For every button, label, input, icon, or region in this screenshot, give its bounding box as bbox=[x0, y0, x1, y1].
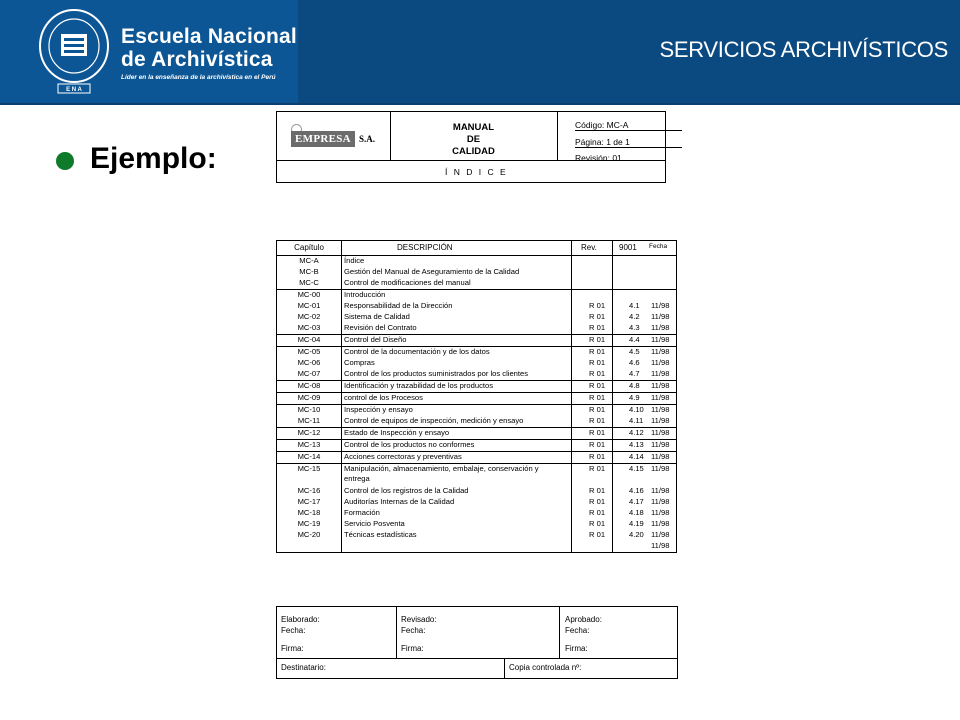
row-rev: R 01 bbox=[589, 312, 606, 321]
row-rev: R 01 bbox=[589, 440, 606, 449]
row-rev: R 01 bbox=[589, 301, 606, 310]
logo-company-name: EMPRESA bbox=[295, 133, 351, 145]
row-chapter: MC-14 bbox=[297, 452, 321, 461]
row-rev: R 01 bbox=[589, 428, 606, 437]
index-label: Í N D I C E bbox=[445, 167, 508, 177]
approved-label: Aprobado: bbox=[565, 615, 602, 624]
header-banner bbox=[0, 0, 960, 103]
table-row bbox=[277, 301, 676, 312]
row-chapter: MC-11 bbox=[297, 416, 321, 425]
row-chapter: MC-10 bbox=[297, 405, 321, 414]
row-date: 11/98 bbox=[651, 369, 670, 378]
row-rev: R 01 bbox=[589, 381, 606, 390]
row-iso: 4.13 bbox=[629, 440, 644, 449]
row-chapter: MC-18 bbox=[297, 508, 321, 517]
row-date: 11/98 bbox=[651, 323, 670, 332]
row-rev: R 01 bbox=[589, 323, 606, 332]
row-description: Gestión del Manual de Aseguramiento de la Calidad bbox=[344, 267, 520, 276]
row-date: 11/98 bbox=[651, 497, 670, 506]
row-date: 11/98 bbox=[651, 464, 670, 473]
table-row bbox=[277, 486, 676, 497]
sig-divider bbox=[277, 658, 677, 659]
row-description: Control de los productos no conformes bbox=[344, 440, 475, 449]
row-chapter: MC-15 bbox=[297, 464, 321, 473]
row-date: 11/98 bbox=[651, 452, 670, 461]
table-row bbox=[277, 530, 676, 541]
row-chapter: MC-06 bbox=[297, 358, 321, 367]
section-title: SERVICIOS ARCHIVÍSTICOS bbox=[659, 37, 948, 62]
document-revision: Revisión: 01 bbox=[575, 153, 622, 160]
row-date: 11/98 bbox=[651, 440, 670, 449]
table-row bbox=[277, 497, 676, 508]
header-iso: 9001 bbox=[619, 243, 637, 252]
row-description: Técnicas estadísticas bbox=[344, 530, 417, 539]
sig-divider bbox=[559, 607, 560, 658]
row-iso: 4.1 bbox=[629, 301, 640, 310]
table-row bbox=[277, 452, 676, 464]
row-chapter: MC-C bbox=[299, 278, 319, 287]
row-chapter: MC-B bbox=[299, 267, 319, 276]
row-description: Control de equipos de inspección, medición y ensayo bbox=[344, 416, 524, 425]
header-date: Fecha bbox=[649, 243, 668, 250]
table-row bbox=[277, 267, 676, 278]
row-chapter: MC-A bbox=[299, 256, 319, 265]
row-rev: R 01 bbox=[589, 519, 606, 528]
row-date: 11/98 bbox=[651, 335, 670, 344]
row-iso: 4.3 bbox=[629, 323, 640, 332]
row-iso: 4.17 bbox=[629, 497, 644, 506]
reviewed-label: Revisado: bbox=[401, 615, 437, 624]
row-iso: 4.14 bbox=[629, 452, 644, 461]
table-row bbox=[277, 464, 676, 486]
header-divider bbox=[277, 160, 665, 161]
manual-title-line-3: CALIDAD bbox=[452, 146, 495, 157]
table-row bbox=[277, 369, 676, 381]
row-date: 11/98 bbox=[651, 347, 670, 356]
svg-text:E N A: E N A bbox=[66, 87, 82, 93]
brand-line-2: de Archivística bbox=[121, 48, 273, 71]
code-divider bbox=[575, 130, 682, 131]
row-iso: 4.6 bbox=[629, 358, 640, 367]
index-table bbox=[276, 240, 677, 553]
row-description: Formación bbox=[344, 508, 380, 517]
recipient-label: Destinatario: bbox=[281, 663, 326, 672]
row-rev: R 01 bbox=[589, 369, 606, 378]
header-description: DESCRIPCIÓN bbox=[397, 243, 453, 252]
controlled-copy-label: Copia controlada nº: bbox=[509, 663, 582, 672]
document-codes bbox=[559, 112, 666, 160]
row-description: Manipulación, almacenamiento, embalaje, conservación y entrega bbox=[344, 464, 539, 483]
table-row bbox=[277, 405, 676, 416]
row-date: 11/98 bbox=[651, 301, 670, 310]
bullet-icon bbox=[56, 152, 74, 170]
row-description: Estado de Inspección y ensayo bbox=[344, 428, 450, 437]
prepared-date-label: Fecha: bbox=[281, 626, 306, 635]
table-row bbox=[277, 312, 676, 323]
row-date: 11/98 bbox=[651, 541, 670, 550]
row-iso: 4.20 bbox=[629, 530, 644, 539]
row-iso: 4.5 bbox=[629, 347, 640, 356]
row-rev: R 01 bbox=[589, 464, 606, 473]
row-iso: 4.10 bbox=[629, 405, 644, 414]
prepared-label: Elaborado: bbox=[281, 615, 320, 624]
table-row bbox=[277, 381, 676, 393]
row-date: 11/98 bbox=[651, 508, 670, 517]
manual-title-line-1: MANUAL bbox=[452, 122, 495, 133]
row-description: Control de los registros de la Calidad bbox=[344, 486, 469, 495]
row-date: 11/98 bbox=[651, 393, 670, 402]
row-iso: 4.18 bbox=[629, 508, 644, 517]
table-row bbox=[277, 290, 676, 301]
row-iso: 4.12 bbox=[629, 428, 644, 437]
row-chapter: MC-12 bbox=[297, 428, 321, 437]
table-row bbox=[277, 347, 676, 358]
table-header bbox=[277, 241, 676, 256]
row-description: Control de los productos suministrados por los clientes bbox=[344, 369, 529, 378]
row-iso: 4.7 bbox=[629, 369, 640, 378]
row-rev: R 01 bbox=[589, 335, 606, 344]
row-description: Control de la documentación y de los datos bbox=[344, 347, 490, 356]
row-description: Índice bbox=[344, 256, 365, 265]
manual-title bbox=[390, 112, 558, 160]
table-body bbox=[277, 256, 676, 552]
row-date: 11/98 bbox=[651, 530, 670, 539]
row-description: Responsabilidad de la Dirección bbox=[344, 301, 453, 310]
row-description: Sistema de Calidad bbox=[344, 312, 410, 321]
approved-signature-label: Firma: bbox=[565, 644, 588, 653]
row-chapter: MC-01 bbox=[297, 301, 321, 310]
row-description: Auditorías Internas de la Calidad bbox=[344, 497, 455, 506]
reviewed-signature-label: Firma: bbox=[401, 644, 424, 653]
logo-suffix: S.A. bbox=[359, 134, 376, 144]
row-date: 11/98 bbox=[651, 312, 670, 321]
sig-divider bbox=[504, 658, 505, 679]
row-rev: R 01 bbox=[589, 530, 606, 539]
row-description: Revisión del Contrato bbox=[344, 323, 417, 332]
row-rev: R 01 bbox=[589, 416, 606, 425]
table-row bbox=[277, 358, 676, 369]
row-rev: R 01 bbox=[589, 358, 606, 367]
row-description: Control de modificaciones del manual bbox=[344, 278, 471, 287]
row-iso: 4.11 bbox=[629, 416, 644, 425]
table-row bbox=[277, 519, 676, 530]
row-rev: R 01 bbox=[589, 393, 606, 402]
row-description: Control del Diseño bbox=[344, 335, 407, 344]
row-date: 11/98 bbox=[651, 519, 670, 528]
row-iso: 4.19 bbox=[629, 519, 644, 528]
row-chapter: MC-03 bbox=[297, 323, 321, 332]
row-rev: R 01 bbox=[589, 486, 606, 495]
row-chapter: MC-16 bbox=[297, 486, 321, 495]
row-date: 11/98 bbox=[651, 428, 670, 437]
row-iso: 4.2 bbox=[629, 312, 640, 321]
row-chapter: MC-13 bbox=[297, 440, 321, 449]
prepared-signature-label: Firma: bbox=[281, 644, 304, 653]
row-chapter: MC-07 bbox=[297, 369, 321, 378]
row-date: 11/98 bbox=[651, 405, 670, 414]
row-description: Acciones correctoras y preventivas bbox=[344, 452, 462, 461]
row-chapter: MC-09 bbox=[297, 393, 321, 402]
row-date: 11/98 bbox=[651, 486, 670, 495]
sig-divider bbox=[396, 607, 397, 658]
table-row bbox=[277, 335, 676, 347]
header-chapter: Capítulo bbox=[294, 243, 324, 252]
table-row bbox=[277, 508, 676, 519]
table-row bbox=[277, 416, 676, 428]
row-chapter: MC-00 bbox=[297, 290, 321, 299]
row-date: 11/98 bbox=[651, 381, 670, 390]
row-description: Inspección y ensayo bbox=[344, 405, 413, 414]
header-rev: Rev. bbox=[581, 243, 597, 252]
row-iso: 4.9 bbox=[629, 393, 640, 402]
row-chapter: MC-05 bbox=[297, 347, 321, 356]
row-chapter: MC-20 bbox=[297, 530, 321, 539]
table-row bbox=[277, 278, 676, 290]
row-description: Introducción bbox=[344, 290, 386, 299]
row-rev: R 01 bbox=[589, 497, 606, 506]
row-chapter: MC-17 bbox=[297, 497, 321, 506]
table-row bbox=[277, 256, 676, 267]
row-rev: R 01 bbox=[589, 347, 606, 356]
row-iso: 4.4 bbox=[629, 335, 640, 344]
reviewed-date-label: Fecha: bbox=[401, 626, 426, 635]
row-rev: R 01 bbox=[589, 405, 606, 414]
banner-divider bbox=[0, 103, 960, 105]
document-code: Código: MC-A bbox=[575, 120, 629, 130]
page-divider bbox=[575, 147, 682, 148]
row-chapter: MC-04 bbox=[297, 335, 321, 344]
row-chapter: MC-08 bbox=[297, 381, 321, 390]
row-chapter: MC-19 bbox=[297, 519, 321, 528]
table-row bbox=[277, 541, 676, 552]
row-description: Servicio Posventa bbox=[344, 519, 405, 528]
example-label: Ejemplo: bbox=[90, 142, 217, 175]
brand-tagline: Líder en la enseñanza de la archivística en el Perú bbox=[121, 74, 276, 81]
row-date: 11/98 bbox=[651, 416, 670, 425]
row-iso: 4.16 bbox=[629, 486, 644, 495]
brand-line-1: Escuela Nacional bbox=[121, 25, 297, 48]
row-iso: 4.8 bbox=[629, 381, 640, 390]
row-rev: R 01 bbox=[589, 508, 606, 517]
table-row bbox=[277, 440, 676, 452]
row-description: Compras bbox=[344, 358, 375, 367]
table-row bbox=[277, 393, 676, 405]
company-logo bbox=[277, 112, 391, 160]
row-chapter: MC-02 bbox=[297, 312, 321, 321]
manual-header-box bbox=[276, 111, 666, 183]
table-row bbox=[277, 428, 676, 440]
manual-title-line-2: DE bbox=[466, 134, 481, 145]
archive-seal-icon bbox=[38, 8, 110, 94]
row-iso: 4.15 bbox=[629, 464, 644, 473]
approved-date-label: Fecha: bbox=[565, 626, 590, 635]
row-rev: R 01 bbox=[589, 452, 606, 461]
document-page: Página: 1 de 1 bbox=[575, 137, 630, 147]
school-logo bbox=[0, 0, 298, 103]
row-date: 11/98 bbox=[651, 358, 670, 367]
row-description: Identificación y trazabilidad de los productos bbox=[344, 381, 494, 390]
signature-block bbox=[276, 606, 678, 679]
row-description: control de los Procesos bbox=[344, 393, 423, 402]
table-row bbox=[277, 323, 676, 335]
